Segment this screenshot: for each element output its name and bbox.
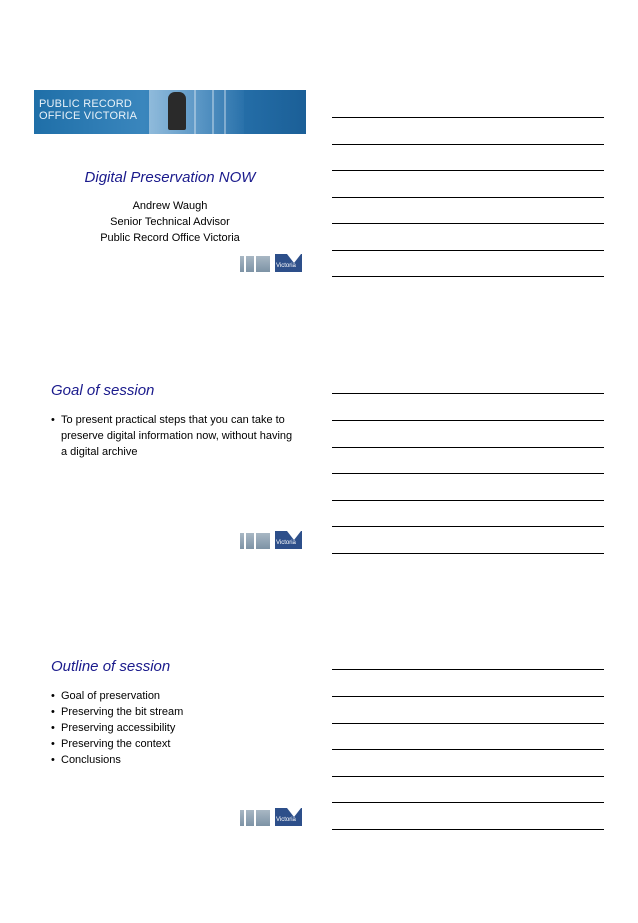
victoria-logo-text: Victoria — [276, 263, 296, 269]
banner-text-line2: OFFICE VICTORIA — [39, 110, 138, 122]
slide2-bullet-list — [51, 412, 301, 460]
slide3-title: Outline of session — [51, 658, 171, 675]
note-line — [332, 170, 604, 171]
banner-stripe — [212, 90, 214, 134]
victoria-logo-text: Victoria — [276, 540, 296, 546]
note-line — [332, 669, 604, 670]
note-line — [332, 802, 604, 803]
note-line — [332, 447, 604, 448]
victoria-logo — [275, 531, 302, 549]
bullet-item: • Preserving the bit stream — [51, 704, 301, 720]
note-line — [332, 749, 604, 750]
note-line — [332, 553, 604, 554]
note-line — [332, 223, 604, 224]
banner-stripe — [194, 90, 196, 134]
slide1-author: Andrew Waugh — [132, 200, 208, 212]
victoria-logo — [275, 808, 302, 826]
victoria-tick-icon — [287, 254, 301, 263]
note-line — [332, 144, 604, 145]
victoria-logo-text: Victoria — [276, 817, 296, 823]
pro-logo — [240, 256, 270, 272]
note-line — [332, 117, 604, 118]
slide2-title: Goal of session — [51, 382, 155, 399]
note-line — [332, 197, 604, 198]
victoria-tick-icon — [287, 808, 301, 817]
bullet-item: • Preserving accessibility — [51, 720, 301, 736]
slide1-title: Digital Preservation NOW — [84, 169, 256, 186]
banner-image-overlay — [149, 90, 244, 134]
note-line — [332, 473, 604, 474]
note-line — [332, 829, 604, 830]
slide1-role: Senior Technical Advisor — [110, 216, 230, 228]
note-line — [332, 500, 604, 501]
bullet-item: • Conclusions — [51, 752, 301, 768]
note-line — [332, 420, 604, 421]
pro-logo — [240, 810, 270, 826]
note-line — [332, 696, 604, 697]
footer-logos — [240, 531, 302, 549]
victoria-tick-icon — [287, 531, 301, 540]
footer-logos — [240, 254, 302, 272]
footer-logos — [240, 808, 302, 826]
pro-logo — [240, 533, 270, 549]
note-line — [332, 276, 604, 277]
banner-figure-image — [168, 92, 186, 130]
note-line — [332, 250, 604, 251]
note-line — [332, 526, 604, 527]
banner-text — [39, 98, 137, 122]
bullet-item: • Goal of preservation — [51, 688, 301, 704]
slide1-organisation: Public Record Office Victoria — [100, 232, 240, 244]
banner-stripe — [224, 90, 226, 134]
bullet-item: • Preserving the context — [51, 736, 301, 752]
bullet-item: • To present practical steps that you can take to preserve digital information now, without having a digital archive — [51, 412, 301, 460]
victoria-logo — [275, 254, 302, 272]
note-line — [332, 776, 604, 777]
note-line — [332, 393, 604, 394]
slide3-bullet-list — [51, 688, 301, 768]
pro-victoria-banner — [34, 90, 306, 134]
note-line — [332, 723, 604, 724]
banner-text-line1: PUBLIC RECORD — [39, 98, 133, 110]
